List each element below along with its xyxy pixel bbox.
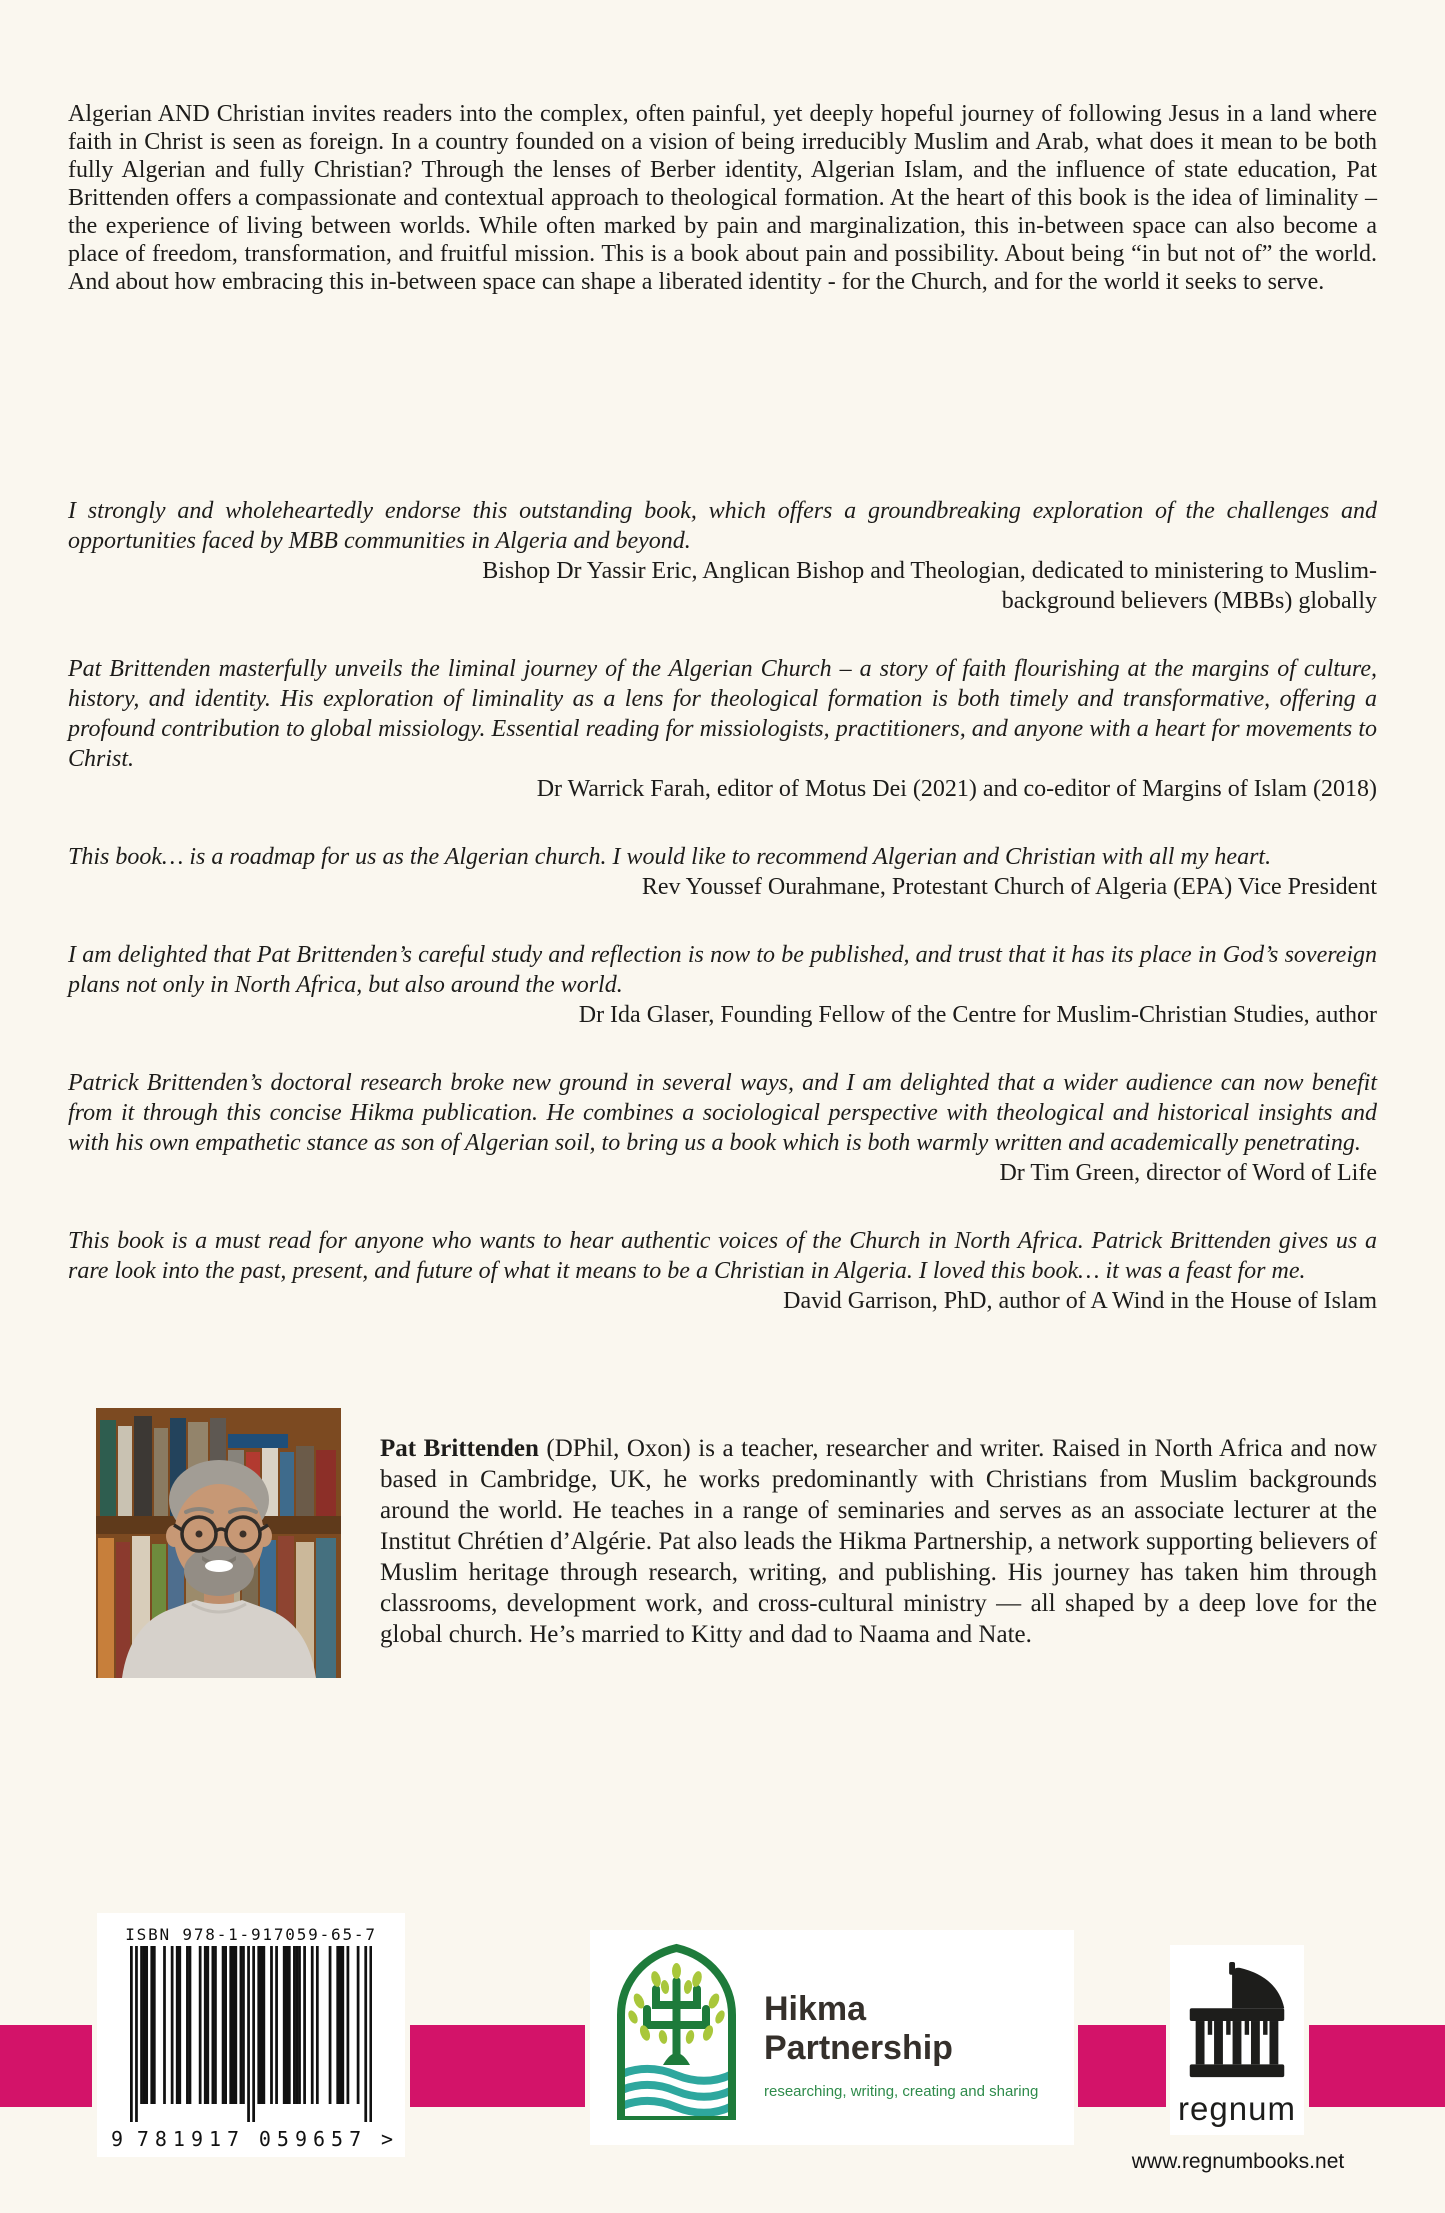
endorsements-section xyxy=(68,496,1377,1316)
endorsement-attribution xyxy=(68,1286,1377,1316)
author-section xyxy=(68,1408,1377,1678)
isbn-barcode-box xyxy=(97,1913,405,2157)
hikma-name-line2: Partnership xyxy=(764,2029,953,2067)
regnum-website-url: www.regnumbooks.net xyxy=(1131,2150,1345,2173)
attribution-line: background believers (MBBs) globally xyxy=(1001,588,1377,614)
author-bio xyxy=(380,1433,1377,1650)
author-bio-text: (DPhil, Oxon) is a teacher, researcher and writer. Raised in North Africa and now based in Cambridge, UK, he works predominantly with Christians from Muslim backgrounds around the world. He teaches in a range of seminaries and serves as an associate lecturer at the Institut Chrétien d’Algérie. Pat also leads the Hikma Partnership, a network supporting believers of Muslim heritage through research, writing, and publishing. His journey has taken him through classrooms, development work, and cross-cultural ministry — all shaped by a deep love for the global church. He’s married to Kitty and dad to Naama and Nate. xyxy=(380,1435,1377,1648)
ean-right-group: 059657 xyxy=(258,2127,368,2151)
author-photo xyxy=(96,1408,341,1678)
endorsement-attribution xyxy=(68,872,1377,902)
regnum-wordmark: regnum xyxy=(1178,2090,1296,2127)
endorsement-quote: This book is a must read for anyone who wants to hear authentic voices of the Church in North Africa. Patrick Brittenden gives us a rare look into the past, present, and future of what it means to be a Christian in Algeria. I loved this book… it was a feast for me. xyxy=(68,1228,1377,1284)
endorsement-quote: I am delighted that Pat Brittenden’s careful study and reflection is now to be published, and trust that it has its place in God’s sovereign plans not only in North Africa, but also around the world. xyxy=(68,942,1377,998)
book-description: Algerian AND Christian invites readers into the complex, often painful, yet deeply hopeful journey of following Jesus in a land where faith in Christ is seen as foreign. In a country founded on a vision of being irreducibly Muslim and Arab, what does it mean to be both fully Algerian and fully Christian? Through the lenses of Berber identity, Algerian Islam, and the influence of state education, Pat Brittenden offers a compassionate and contextual approach to theological formation. At the heart of this book is the idea of liminality – the experience of living between worlds. While often marked by pain and marginalization, this in-between space can also become a place of freedom, transformation, and fruitful mission. This is a book about pain and possibility. About being “in but not of” the world. And about how embracing this in-between space can shape a liberated identity - for the Church, and for the world it seeks to serve. xyxy=(68,101,1377,295)
pink-band-segment xyxy=(1309,2025,1445,2107)
pink-band-segment xyxy=(0,2025,92,2107)
regnum-building-icon xyxy=(1174,1959,1300,2085)
hikma-name-line1: Hikma xyxy=(764,1990,867,2028)
endorsement xyxy=(68,842,1377,902)
attribution-line: David Garrison, PhD, author of A Wind in the House of Islam xyxy=(783,1288,1377,1314)
attribution-line: Dr Ida Glaser, Founding Fellow of the Centre for Muslim-Christian Studies, author xyxy=(578,1002,1377,1028)
ean-digits-row xyxy=(111,2127,393,2151)
endorsement-quote: I strongly and wholeheartedly endorse this outstanding book, which offers a groundbreaking exploration of the challenges and opportunities faced by MBB communities in Algeria and beyond. xyxy=(68,498,1377,554)
hikma-logo-box xyxy=(590,1930,1074,2145)
isbn-number: ISBN 978-1-917059-65-7 xyxy=(125,1925,377,1944)
attribution-line: Dr Tim Green, director of Word of Life xyxy=(999,1160,1377,1186)
endorsement-quote: Patrick Brittenden’s doctoral research broke new ground in several ways, and I am delighted that a wider audience can now benefit from it through this concise Hikma publication. He combines a sociological perspective with theological and historical insights and with his own empathetic stance as son of Algerian soil, to bring us a book which is both warmly written and academically penetrating. xyxy=(68,1070,1377,1156)
attribution-line: Rev Youssef Ourahmane, Protestant Church of Algeria (EPA) Vice President xyxy=(641,874,1377,900)
author-name: Pat Brittenden xyxy=(380,1435,539,1462)
endorsement xyxy=(68,496,1377,616)
endorsement-attribution xyxy=(68,774,1377,804)
endorsement xyxy=(68,940,1377,1030)
ean-end-marker: > xyxy=(380,2127,393,2151)
pink-band-segment xyxy=(410,2025,585,2107)
attribution-line: Bishop Dr Yassir Eric, Anglican Bishop and Theologian, dedicated to ministering to Muslim- xyxy=(482,558,1377,584)
hikma-arch-tree-icon xyxy=(615,1943,738,2120)
endorsement xyxy=(68,654,1377,804)
endorsement xyxy=(68,1068,1377,1188)
ean-barcode xyxy=(130,1946,372,2124)
regnum-logo-box xyxy=(1170,1945,1304,2135)
hikma-wordmark xyxy=(764,1930,1038,2145)
endorsement-attribution xyxy=(68,1158,1377,1188)
endorsement-quote: Pat Brittenden masterfully unveils the liminal journey of the Algerian Church – a story of faith flourishing at the margins of culture, history, and identity. His exploration of liminality as a lens for theological formation is both timely and transformative, offering a profound contribution to global missiology. Essential reading for missiologists, practitioners, and anyone with a heart for movements to Christ. xyxy=(68,656,1377,772)
attribution-line: Dr Warrick Farah, editor of Motus Dei (2021) and co-editor of Margins of Islam (2018) xyxy=(536,776,1377,802)
pink-band-segment xyxy=(1078,2025,1166,2107)
hikma-tagline: researching, writing, creating and sharing xyxy=(764,2083,1039,2100)
endorsement-attribution xyxy=(68,556,1377,616)
author-photo-illustration xyxy=(96,1408,341,1678)
ean-first-digit: 9 xyxy=(111,2127,124,2151)
endorsement-quote: This book… is a roadmap for us as the Algerian church. I would like to recommend Algerian and Christian with all my heart. xyxy=(68,844,1272,870)
endorsement xyxy=(68,1226,1377,1316)
ean-left-group: 781917 xyxy=(136,2127,246,2151)
endorsement-attribution xyxy=(68,1000,1377,1030)
